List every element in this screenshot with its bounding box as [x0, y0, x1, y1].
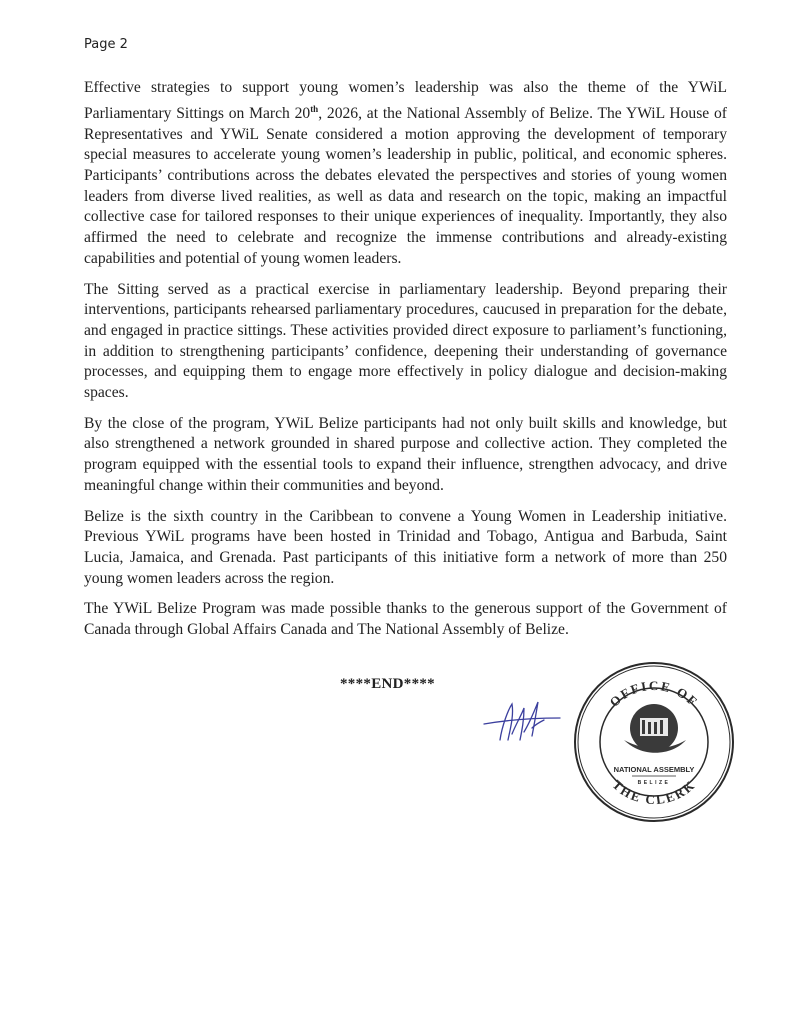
paragraph-practical-exercise: The Sitting served as a practical exercise in parliamentary leadership. Beyond preparing their interventions, participants rehearsed parliamentary procedures, caucused in preparation for the debate, and engaged in practice sittings. These activities provided direct exposure to parliament’s functioning, in addition to strengthening participants’ confidence, deepening their understanding of governance processes, and equipping them to engage more effectively in policy dialogue and decision-making spaces. — [84, 280, 727, 402]
seal-inner-subtitle: BELIZE — [637, 780, 671, 786]
svg-text:THE CLERK: THE CLERK — [609, 776, 699, 808]
paragraph-parliamentary-sittings: Effective strategies to support young women’s leadership was also the theme of the YWiL Parliamentary Sittings on March 20th, 2026, at the National Assembly of Belize. The YWiL House of Representatives and YWiL Senate considered a motion approving the development of temporary special measures to accelerate young women’s leadership in public, political, and economic spheres. Participants’ contributions across the debates elevated the perspectives and stories of young women leaders from diverse lived realities, as well as data and research on the topic, making an impactful collective case for tailored responses to their unique experiences of inequality. Importantly, they also affirmed the need to celebrate and recognize the immense contributions and already-existing capabilities and potential of young women leaders. — [84, 79, 727, 267]
page-number-label: Page 2 — [84, 37, 128, 52]
end-mark: ****END**** — [340, 676, 435, 692]
signature-icon — [482, 696, 562, 746]
document-body — [84, 78, 727, 651]
svg-text:OFFICE OF: OFFICE OF — [606, 677, 702, 710]
paragraph-acknowledgement: The YWiL Belize Program was made possible thanks to the generous support of the Government of Canada through Global Affairs Canada and The National Assembly of Belize. — [84, 600, 727, 639]
paragraph-program-close: By the close of the program, YWiL Belize participants had not only built skills and knowledge, but also strengthened a network grounded in shared purpose and collective action. They completed the program equipped with the essential tools to expand their influence, strengthen advocacy, and drive meaningful change within their communities and beyond. — [84, 414, 727, 494]
seal-inner-title: NATIONAL ASSEMBLY — [613, 765, 695, 774]
paragraph-caribbean-network: Belize is the sixth country in the Caribbean to convene a Young Women in Leadership initiative. Previous YWiL programs have been hosted in Trinidad and Tobago, Antigua and Barbuda, Saint Lucia, Jamaica, and Grenada. Past participants of this initiative form a network of more than 250 young women leaders across the region. — [84, 507, 727, 587]
office-of-the-clerk-seal-icon — [572, 660, 736, 824]
